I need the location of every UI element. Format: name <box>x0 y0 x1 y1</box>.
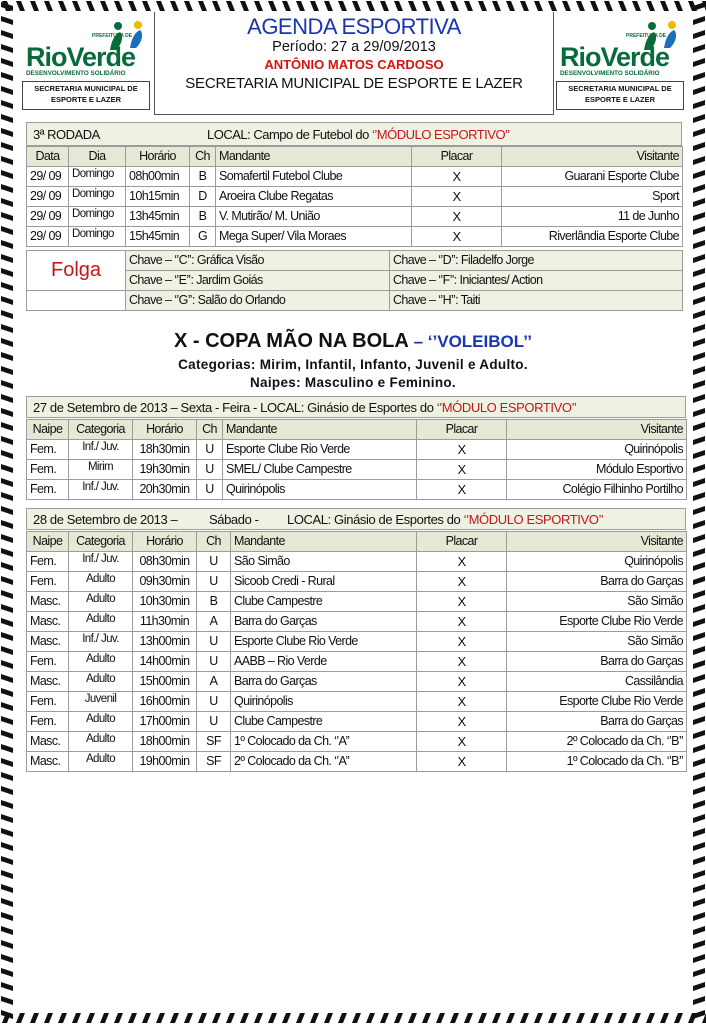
table-row: Fem. Adulto 17h00min U Clube Campestre X Barra do Garças <box>27 712 687 732</box>
volley-day2-table <box>26 531 687 772</box>
table-row: Fem. Mirim 19h30min U SMEL/ Clube Campestre X Módulo Esportivo <box>27 460 687 480</box>
football-schedule-table <box>26 146 683 247</box>
volley-naipes: Naipes: Masculino e Feminino. <box>250 375 456 390</box>
round-label: 3ª RODADA <box>33 127 100 142</box>
table-row: Masc. Adulto 19h00min SF 2º Colocado da Ch. ‘’A’’ X 1º Colocado da Ch. ‘’B’’ <box>27 752 687 772</box>
secretariat-name: SECRETARIA MUNICIPAL DE ESPORTE E LAZER <box>185 75 523 92</box>
folga-label: Folga <box>27 251 126 291</box>
table-row: Folga Chave – ‘’C’’: Gráfica Visão Chave – ‘’D’’: Filadelfo Jorge <box>27 251 683 271</box>
table-row: Fem. Inf./ Juv. 08h30min U São Simão X Quirinópolis <box>27 552 687 572</box>
table-row: Masc. Adulto 15h00min A Barra do Garças X Cassilândia <box>27 672 687 692</box>
volley-categories: Categorias: Mirim, Infantil, Infanto, Juvenil e Adulto. <box>178 357 528 372</box>
folga-table <box>26 250 683 311</box>
table-row: Masc. Adulto 18h00min SF 1º Colocado da Ch. ‘’A’’ X 2º Colocado da Ch. ‘’B’’ <box>27 732 687 752</box>
table-row: 29/ 09 Domingo 08h00min B Somafertil Futebol Clube X Guarani Esporte Clube <box>27 167 683 187</box>
table-row: Fem. Adulto 14h00min U AABB – Rio Verde X Barra do Garças <box>27 652 687 672</box>
rio-verde-logo-right: PREFEITURA DE RioVerde DESENVOLVIMENTO SOLIDÁRIO SECRETARIA MUNICIPAL DE ESPORTE E LAZER <box>556 18 684 110</box>
rio-verde-logo-left: PREFEITURA DE RioVerde DESENVOLVIMENTO SOLIDÁRIO SECRETARIA MUNICIPAL DE ESPORTE E LAZER <box>22 18 150 110</box>
table-row: Fem. Juvenil 16h00min U Quirinópolis X Esporte Clube Rio Verde <box>27 692 687 712</box>
official-name: ANTÔNIO MATOS CARDOSO <box>264 57 444 72</box>
table-row: Chave – ‘’E’’: Jardim Goiás Chave – ‘’F’’: Iniciantes/ Action <box>27 271 683 291</box>
day2-date-bar: 28 de Setembro de 2013 – Sábado - LOCAL: Ginásio de Esportes do ‘’MÓDULO ESPORTIVO’’ <box>26 508 686 530</box>
table-row: Masc. Adulto 10h30min B Clube Campestre X São Simão <box>27 592 687 612</box>
table-row: Masc. Adulto 11h30min A Barra do Garças X Esporte Clube Rio Verde <box>27 612 687 632</box>
table-row: Fem. Adulto 09h30min U Sicoob Credi - Rural X Barra do Garças <box>27 572 687 592</box>
table-row: 29/ 09 Domingo 13h45min B V. Mutirão/ M. União X 11 de Junho <box>27 207 683 227</box>
decorative-border-right <box>690 0 706 1024</box>
period: Período: 27 a 29/09/2013 <box>272 39 436 55</box>
logo-name: RioVerde <box>560 42 670 72</box>
page-title: AGENDA ESPORTIVA <box>247 14 461 39</box>
football-round-bar: 3ª RODADA LOCAL: Campo de Futebol do ‘’MÓDULO ESPORTIVO’’ <box>26 122 682 146</box>
day1-date-bar: 27 de Setembro de 2013 – Sexta - Feira - LOCAL: Ginásio de Esportes do ‘’MÓDULO ESPORTIVO’’ <box>26 396 686 418</box>
table-header-row: Naipe Categoria Horário Ch Mandante Placar Visitante <box>27 420 687 440</box>
decorative-border-bottom <box>0 1012 706 1024</box>
table-header-row: Data Dia Horário Ch Mandante Placar Visitante <box>27 147 683 167</box>
header-title-box <box>154 12 554 115</box>
volley-day1-table <box>26 419 687 500</box>
page-header <box>22 12 684 116</box>
table-row: Fem. Inf./ Juv. 20h30min U Quirinópolis X Colégio Filhinho Portilho <box>27 480 687 500</box>
table-row: Chave – ‘’G’’: Salão do Orlando Chave – ‘’H’’: Taiti <box>27 291 683 311</box>
table-row: Fem. Inf./ Juv. 18h30min U Esporte Clube Rio Verde X Quirinópolis <box>27 440 687 460</box>
decorative-border-left <box>0 0 16 1024</box>
table-row: Masc. Inf./ Juv. 13h00min U Esporte Clube Rio Verde X São Simão <box>27 632 687 652</box>
logo-name: RioVerde <box>26 42 136 72</box>
volley-title: X - COPA MÃO NA BOLA – ‘’VOLEIBOL’’ <box>173 330 533 352</box>
table-row: 29/ 09 Domingo 10h15min D Aroeira Clube Regatas X Sport <box>27 187 683 207</box>
table-row: 29/ 09 Domingo 15h45min G Mega Super/ Vila Moraes X Riverlândia Esporte Clube <box>27 227 683 247</box>
table-header-row: Naipe Categoria Horário Ch Mandante Placar Visitante <box>27 532 687 552</box>
decorative-border-top <box>0 0 706 12</box>
